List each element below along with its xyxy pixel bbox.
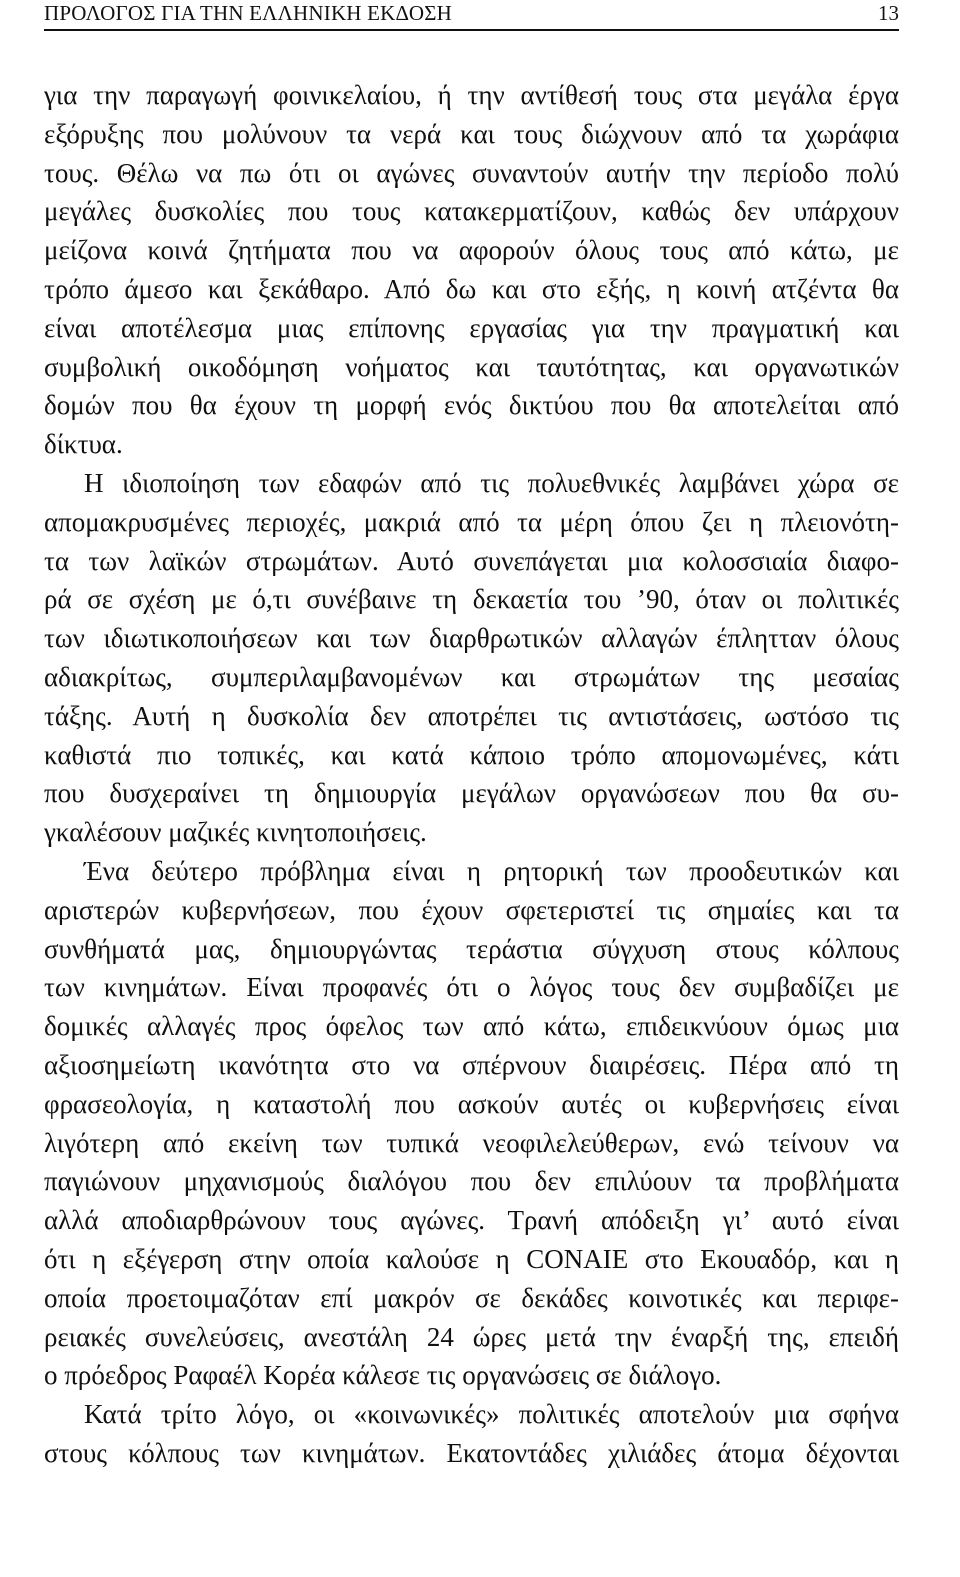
text-line: είναι αποτέλεσμα μιας επίπονης εργασίας για την πραγματική και xyxy=(44,312,899,343)
text-line: μείζονα κοινά ζητήματα που να αφορούν όλους τους από κάτω, με xyxy=(44,235,899,266)
text-line: τρόπο άμεσο και ξεκάθαρο. Από δω και στο εξής, η κοινή ατζέντα θα xyxy=(44,273,899,304)
text-line: Ένα δεύτερο πρόβλημα είναι η ρητορική των προοδευτικών και xyxy=(84,855,899,886)
header-rule xyxy=(44,29,899,31)
text-line: απομακρυσμένες περιοχές, μακριά από τα μέρη όπου ζει η πλειονότη- xyxy=(44,506,899,537)
text-line: φρασεολογία, η καταστολή που ασκούν αυτές οι κυβερνήσεις είναι xyxy=(44,1088,899,1119)
text-line: αδιακρίτως, συμπεριλαμβανομένων και στρωμάτων της μεσαίας xyxy=(44,661,899,692)
text-line: μεγάλες δυσκολίες που τους κατακερματίζουν, καθώς δεν υπάρχουν xyxy=(44,196,899,227)
text-line: γκαλέσουν μαζικές κινητοποιήσεις. xyxy=(44,817,427,848)
text-line: ρειακές συνελεύσεις, ανεστάλη 24 ώρες μετά την έναρξή της, επειδή xyxy=(44,1321,899,1352)
text-line: δομών που θα έχουν τη μορφή ενός δικτύου που θα αποτελείται από xyxy=(44,390,899,421)
text-line: των ιδιωτικοποιήσεων και των διαρθρωτικών αλλαγών έπλητταν όλους xyxy=(44,623,899,654)
body-text xyxy=(44,76,899,1473)
text-line: ο πρόεδρος Ραφαέλ Κορέα κάλεσε τις οργανώσεις σε διάλογο. xyxy=(44,1360,722,1391)
text-line: δομικές αλλαγές προς όφελος των από κάτω, επιδεικνύουν όμως μια xyxy=(44,1011,899,1042)
text-line: στους κόλπους των κινημάτων. Εκατοντάδες χιλιάδες άτομα δέχονται xyxy=(44,1437,899,1468)
text-line: εξόρυξης που μολύνουν τα νερά και τους διώχνουν από τα χωράφια xyxy=(44,118,899,149)
text-line: ρά σε σχέση με ό,τι συνέβαινε τη δεκαετία του ’90, όταν οι πολιτικές xyxy=(44,584,899,615)
text-line: συμβολική οικοδόμηση νοήματος και ταυτότητας, και οργανωτικών xyxy=(44,351,899,382)
running-header xyxy=(44,0,899,26)
text-line: οποία προετοιμαζόταν επί μακρόν σε δεκάδες κοινοτικές και περιφε- xyxy=(44,1282,899,1313)
text-line: για την παραγωγή φοινικελαίου, ή την αντίθεσή τους στα μεγάλα έργα xyxy=(44,80,899,110)
text-line: τους. Θέλω να πω ότι οι αγώνες συναντούν αυτήν την περίοδο πολύ xyxy=(44,157,899,188)
text-line: αξιοσημείωτη ικανότητα στο να σπέρνουν διαιρέσεις. Πέρα από τη xyxy=(44,1049,899,1080)
text-line: παγιώνουν μηχανισμούς διαλόγου που δεν επιλύουν τα προβλήματα xyxy=(44,1166,899,1197)
text-line: λιγότερη από εκείνη των τυπικά νεοφιλελεύθερων, ενώ τείνουν να xyxy=(44,1127,899,1158)
text-line: των κινημάτων. Είναι προφανές ότι ο λόγος τους δεν συμβαδίζει με xyxy=(44,972,899,1003)
text-line: συνθήματά μας, δημιουργώντας τεράστια σύγχυση στους κόλπους xyxy=(44,933,899,964)
text-line: καθιστά πιο τοπικές, και κατά κάποιο τρόπο απομονωμένες, κάτι xyxy=(44,739,899,770)
text-line: Η ιδιοποίηση των εδαφών από τις πολυεθνικές λαμβάνει χώρα σε xyxy=(84,467,899,498)
text-line: αριστερών κυβερνήσεων, που έχουν σφετεριστεί τις σημαίες και τα xyxy=(44,894,899,925)
text-line: τα των λαϊκών στρωμάτων. Αυτό συνεπάγεται μια κολοσσιαία διαφο- xyxy=(44,545,899,576)
text-line: Κατά τρίτο λόγο, οι «κοινωνικές» πολιτικές αποτελούν μια σφήνα xyxy=(84,1399,899,1430)
text-line: δίκτυα. xyxy=(44,429,123,460)
running-header-title: ΠΡΟΛΟΓΟΣ ΓΙΑ ΤΗΝ ΕΛΛΗΝΙΚΗ ΕΚΔΟΣΗ xyxy=(44,1,452,25)
text-line: τάξης. Αυτή η δυσκολία δεν αποτρέπει τις αντιστάσεις, ωστόσο τις xyxy=(44,700,899,731)
text-line: που δυσχεραίνει τη δημιουργία μεγάλων οργανώσεων που θα συ- xyxy=(44,778,899,809)
text-line: ότι η εξέγερση στην οποία καλούσε η CONAIE στο Εκουαδόρ, και η xyxy=(44,1243,899,1274)
text-line: αλλά αποδιαρθρώνουν τους αγώνες. Τρανή απόδειξη γι’ αυτό είναι xyxy=(44,1205,899,1236)
page-number: 13 xyxy=(878,1,899,25)
